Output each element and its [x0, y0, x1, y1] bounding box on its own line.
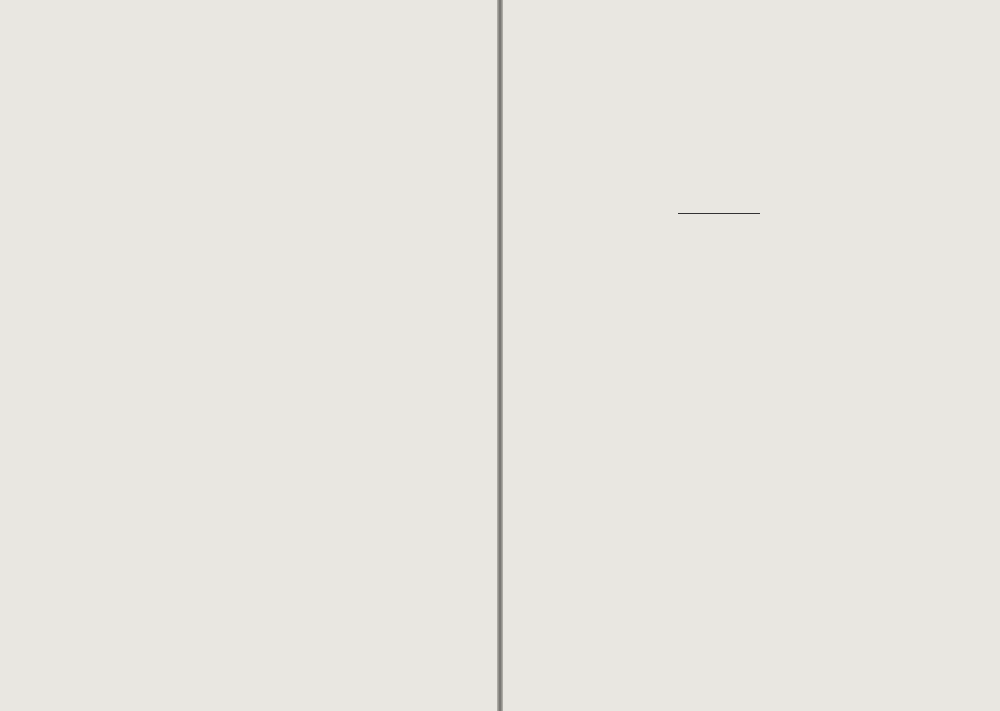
left-page: [0, 0, 497, 711]
right-page: [503, 0, 1000, 711]
formula-bar: [678, 213, 760, 214]
figure-3-chart: [75, 18, 415, 308]
